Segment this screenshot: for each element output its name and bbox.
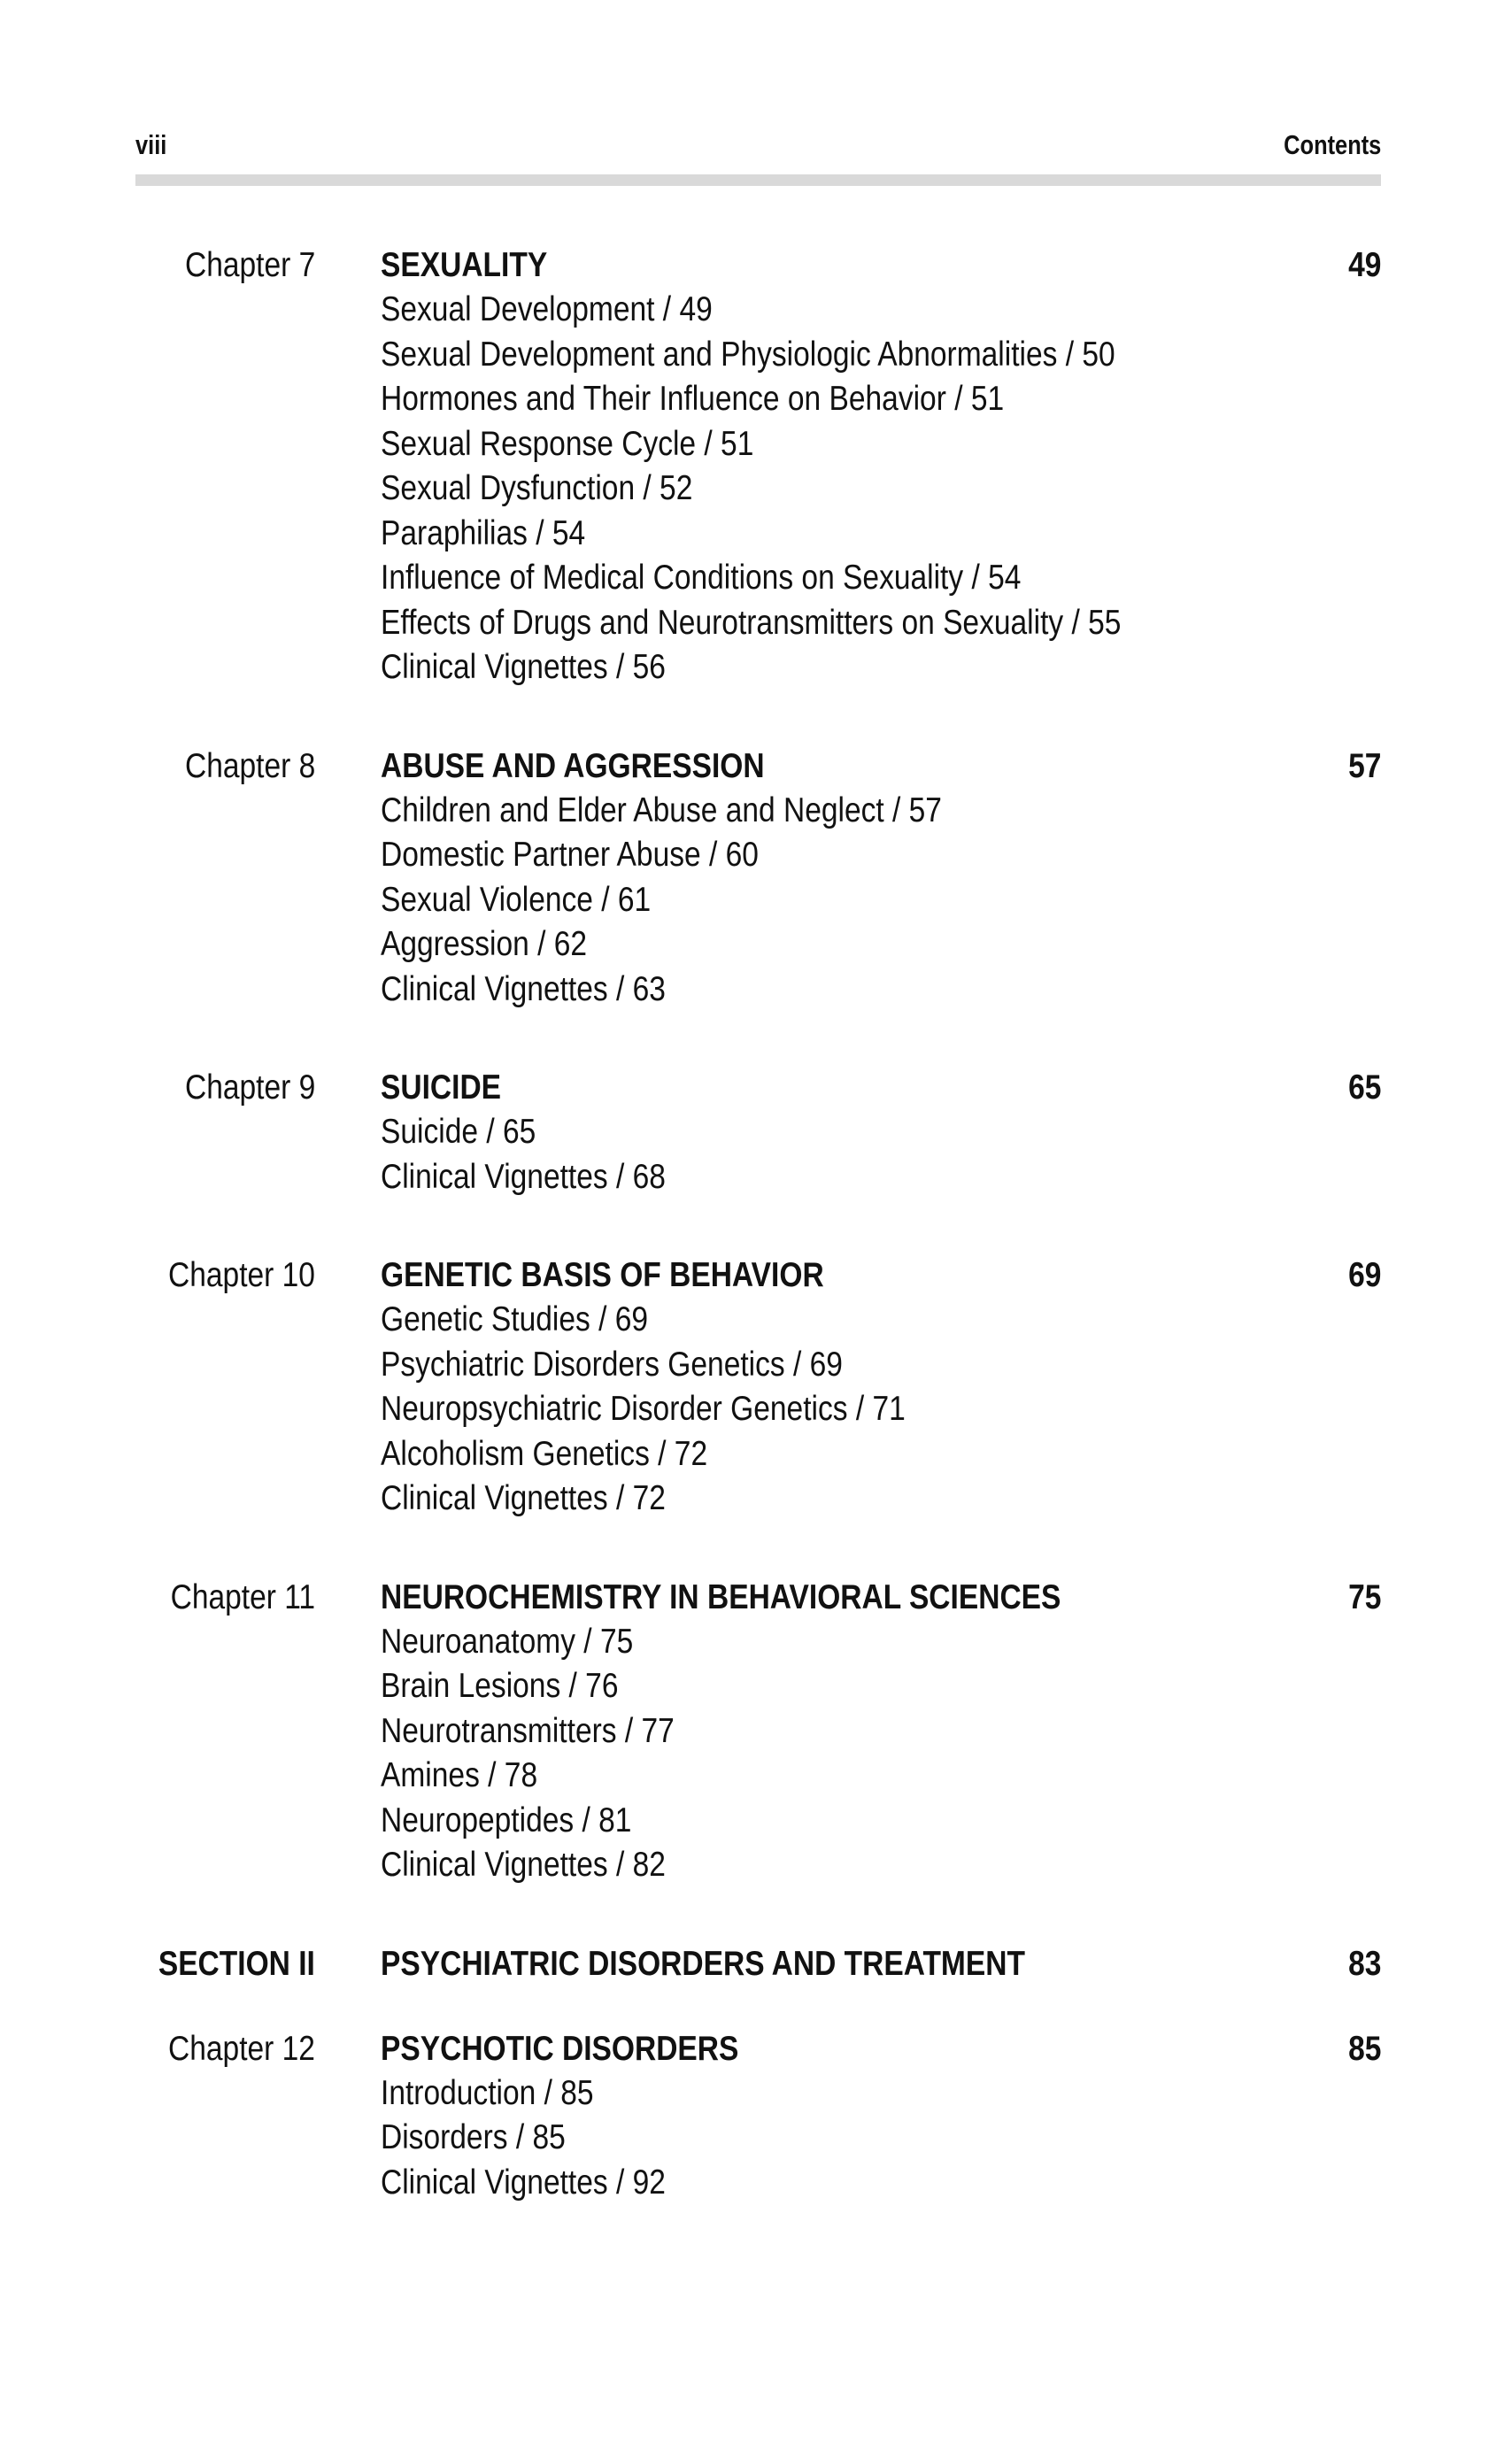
- section-title: PSYCHIATRIC DISORDERS AND TREATMENT: [381, 1944, 1025, 1983]
- toc-entry-chapter-7: [0, 243, 1512, 690]
- toc-subentry: Sexual Response Cycle / 51: [381, 424, 754, 463]
- chapter-title: GENETIC BASIS OF BEHAVIOR: [381, 1256, 824, 1294]
- toc-subentry: Psychiatric Disorders Genetics / 69: [381, 1345, 843, 1384]
- toc-entry-chapter-10: [0, 1253, 1512, 1522]
- page-number: viii: [135, 129, 167, 160]
- chapter-page-number: 49: [1347, 246, 1381, 284]
- page-header: [135, 129, 1381, 165]
- toc-subentry: Clinical Vignettes / 63: [381, 969, 666, 1008]
- chapter-title: ABUSE AND AGGRESSION: [381, 746, 765, 785]
- section-label: SECTION II: [158, 1944, 315, 1983]
- toc-subentry: Neurotransmitters / 77: [381, 1711, 675, 1750]
- chapter-page-number: 65: [1347, 1068, 1381, 1107]
- chapter-label: Chapter 7: [184, 246, 315, 284]
- running-head: Contents: [1283, 129, 1381, 160]
- toc-subentry: Sexual Development / 49: [381, 290, 713, 328]
- toc-subentry: Alcoholism Genetics / 72: [381, 1434, 708, 1473]
- toc-subentry: Genetic Studies / 69: [381, 1300, 649, 1338]
- toc-entry-chapter-8: [0, 744, 1512, 1013]
- toc-subentry: Hormones and Their Influence on Behavior / 51: [381, 380, 1005, 418]
- toc-subentry: Sexual Dysfunction / 52: [381, 469, 693, 507]
- toc-subentry: Influence of Medical Conditions on Sexuality / 54: [381, 559, 1022, 597]
- chapter-label: Chapter 10: [168, 1256, 315, 1294]
- toc-subentry: Paraphilias / 54: [381, 513, 586, 552]
- chapter-title: PSYCHOTIC DISORDERS: [381, 2029, 739, 2068]
- section-page-number: 83: [1347, 1944, 1381, 1983]
- toc-subentry: Amines / 78: [381, 1756, 538, 1794]
- toc-subentry: Clinical Vignettes / 72: [381, 1479, 666, 1517]
- toc-subentry: Clinical Vignettes / 92: [381, 2163, 666, 2202]
- toc-subentry: Aggression / 62: [381, 925, 588, 963]
- toc-subentry: Neuropeptides / 81: [381, 1801, 632, 1839]
- chapter-label: Chapter 8: [184, 746, 315, 785]
- toc-subentry: Disorders / 85: [381, 2118, 566, 2156]
- header-rule: [135, 174, 1381, 186]
- chapter-label: Chapter 12: [168, 2029, 315, 2068]
- toc-entry-chapter-11: [0, 1576, 1512, 1888]
- toc-subentry: Suicide / 65: [381, 1113, 536, 1151]
- toc-entry-section-2: [0, 1942, 1512, 1986]
- chapter-page-number: 57: [1347, 746, 1381, 785]
- chapter-title: SUICIDE: [381, 1068, 502, 1107]
- toc-subentry: Clinical Vignettes / 82: [381, 1846, 666, 1884]
- toc-subentry: Effects of Drugs and Neurotransmitters on Sexuality / 55: [381, 603, 1122, 642]
- toc-entry-chapter-12: [0, 2027, 1512, 2206]
- chapter-page-number: 75: [1347, 1577, 1381, 1616]
- toc-subentry: Introduction / 85: [381, 2073, 594, 2112]
- toc-subentry: Brain Lesions / 76: [381, 1667, 619, 1705]
- chapter-page-number: 85: [1347, 2029, 1381, 2068]
- toc-subentry: Sexual Development and Physiologic Abnormalities / 50: [381, 335, 1115, 374]
- table-of-contents: [0, 243, 1512, 2259]
- toc-subentry: Clinical Vignettes / 68: [381, 1157, 666, 1196]
- toc-subentry: Neuroanatomy / 75: [381, 1622, 634, 1661]
- chapter-title: SEXUALITY: [381, 246, 548, 284]
- toc-subentry: Clinical Vignettes / 56: [381, 648, 666, 686]
- chapter-label: Chapter 9: [184, 1068, 315, 1107]
- toc-subentry: Domestic Partner Abuse / 60: [381, 836, 759, 874]
- toc-subentry: Children and Elder Abuse and Neglect / 57: [381, 790, 942, 829]
- chapter-title: NEUROCHEMISTRY IN BEHAVIORAL SCIENCES: [381, 1577, 1061, 1616]
- chapter-label: Chapter 11: [170, 1577, 315, 1616]
- toc-entry-chapter-9: [0, 1066, 1512, 1199]
- chapter-page-number: 69: [1347, 1256, 1381, 1294]
- toc-subentry: Neuropsychiatric Disorder Genetics / 71: [381, 1390, 906, 1428]
- toc-subentry: Sexual Violence / 61: [381, 880, 652, 919]
